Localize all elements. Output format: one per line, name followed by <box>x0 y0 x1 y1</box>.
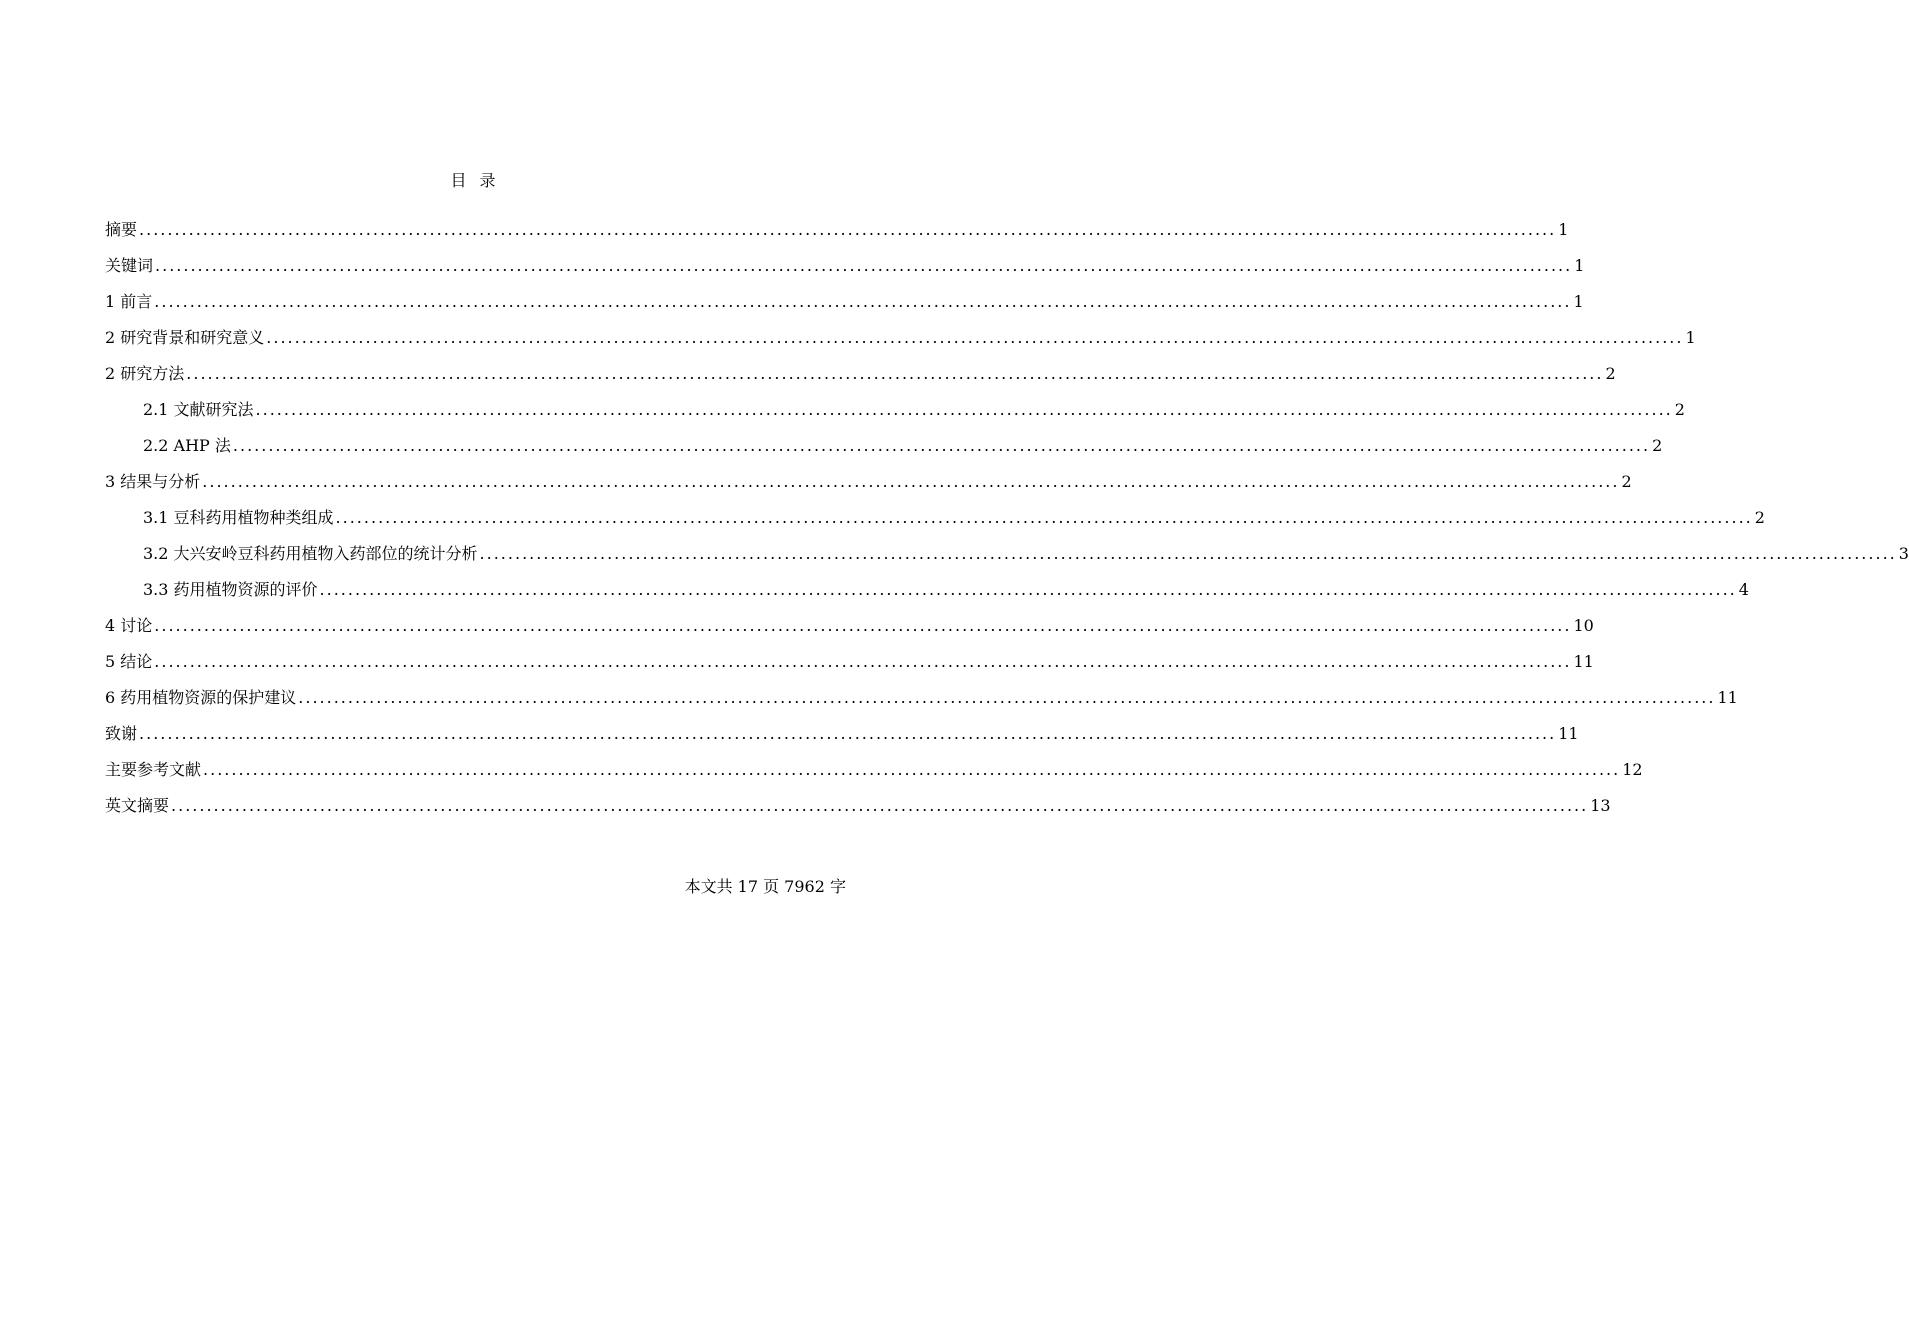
toc-leader-dots: ........................................................................................................................................................................................................ <box>232 436 1651 455</box>
toc-entry-page: 11 <box>1573 652 1594 671</box>
toc-entry-label: 1 前言 <box>105 292 153 311</box>
toc-subentry[interactable] <box>105 500 1765 536</box>
toc-leader-dots: ........................................................................................................................................................................................................ <box>266 328 1684 347</box>
toc-entry-page: 2 <box>1754 508 1765 527</box>
toc-entry[interactable] <box>105 356 1616 392</box>
toc-entry-label: 3.2 大兴安岭豆科药用植物入药部位的统计分析 <box>143 544 478 563</box>
toc-entry[interactable] <box>105 320 1696 356</box>
toc-entry[interactable] <box>105 680 1738 716</box>
toc-leader-dots: ........................................................................................................................................................................................................ <box>139 220 1557 239</box>
toc-entry-label: 主要参考文献 <box>105 760 202 779</box>
toc-entry-page: 4 <box>1738 580 1749 599</box>
toc-entry[interactable] <box>105 716 1579 752</box>
toc-entry-page: 2 <box>1621 472 1632 491</box>
toc-leader-dots: ........................................................................................................................................................................................................ <box>479 544 1897 563</box>
toc-list <box>105 212 1909 824</box>
toc-entry[interactable] <box>105 248 1585 284</box>
toc-leader-dots: ........................................................................................................................................................................................................ <box>186 364 1604 383</box>
toc-entry-page: 3 <box>1898 544 1909 563</box>
toc-entry[interactable] <box>105 788 1611 824</box>
toc-leader-dots: ........................................................................................................................................................................................................ <box>335 508 1753 527</box>
toc-entry-page: 1 <box>1685 328 1696 347</box>
toc-leader-dots: ........................................................................................................................................................................................................ <box>155 256 1573 275</box>
toc-entry-page: 1 <box>1574 256 1585 275</box>
toc-leader-dots: ........................................................................................................................................................................................................ <box>298 688 1716 707</box>
toc-entry-label: 摘要 <box>105 220 138 239</box>
toc-entry-page: 2 <box>1605 364 1616 383</box>
toc-entry[interactable] <box>105 212 1569 248</box>
toc-entry[interactable] <box>105 464 1632 500</box>
toc-leader-dots: ........................................................................................................................................................................................................ <box>255 400 1673 419</box>
toc-entry-page: 11 <box>1558 724 1579 743</box>
toc-subentry[interactable] <box>105 392 1685 428</box>
toc-leader-dots: ........................................................................................................................................................................................................ <box>154 652 1572 671</box>
toc-leader-dots: ........................................................................................................................................................................................................ <box>154 616 1572 635</box>
toc-entry-label: 2.2 AHP 法 <box>143 436 231 455</box>
toc-leader-dots: ........................................................................................................................................................................................................ <box>171 796 1589 815</box>
toc-entry-label: 3 结果与分析 <box>105 472 201 491</box>
toc-entry-label: 2 研究方法 <box>105 364 185 383</box>
toc-entry-label: 3.3 药用植物资源的评价 <box>143 580 318 599</box>
toc-entry-label: 3.1 豆科药用植物种类组成 <box>143 508 334 527</box>
toc-entry-page: 2 <box>1652 436 1663 455</box>
toc-entry-label: 2.1 文献研究法 <box>143 400 254 419</box>
toc-leader-dots: ........................................................................................................................................................................................................ <box>319 580 1737 599</box>
toc-leader-dots: ........................................................................................................................................................................................................ <box>202 472 1620 491</box>
toc-entry-page: 13 <box>1590 796 1611 815</box>
toc-subentry[interactable] <box>105 428 1663 464</box>
toc-entry[interactable] <box>105 644 1594 680</box>
toc-title: 目 录 <box>450 171 500 190</box>
toc-entry-page: 10 <box>1573 616 1594 635</box>
toc-entry-label: 5 结论 <box>105 652 153 671</box>
toc-entry-page: 2 <box>1674 400 1685 419</box>
toc-entry-label: 关键词 <box>105 256 154 275</box>
toc-entry-page: 1 <box>1558 220 1569 239</box>
toc-entry-page: 1 <box>1573 292 1584 311</box>
toc-entry-label: 2 研究背景和研究意义 <box>105 328 265 347</box>
toc-entry-label: 6 药用植物资源的保护建议 <box>105 688 297 707</box>
toc-entry-label: 致谢 <box>105 724 138 743</box>
toc-entry-page: 11 <box>1717 688 1738 707</box>
toc-leader-dots: ........................................................................................................................................................................................................ <box>139 724 1557 743</box>
toc-entry[interactable] <box>105 752 1643 788</box>
toc-subentry[interactable] <box>105 572 1749 608</box>
toc-entry-label: 4 讨论 <box>105 616 153 635</box>
toc-entry[interactable] <box>105 284 1584 320</box>
toc-entry-label: 英文摘要 <box>105 796 170 815</box>
toc-leader-dots: ........................................................................................................................................................................................................ <box>203 760 1621 779</box>
toc-leader-dots: ........................................................................................................................................................................................................ <box>154 292 1572 311</box>
document-length-note: 本文共 17 页 7962 字 <box>684 877 846 896</box>
toc-subentry[interactable] <box>105 536 1909 572</box>
toc-entry[interactable] <box>105 608 1594 644</box>
toc-entry-page: 12 <box>1622 760 1643 779</box>
